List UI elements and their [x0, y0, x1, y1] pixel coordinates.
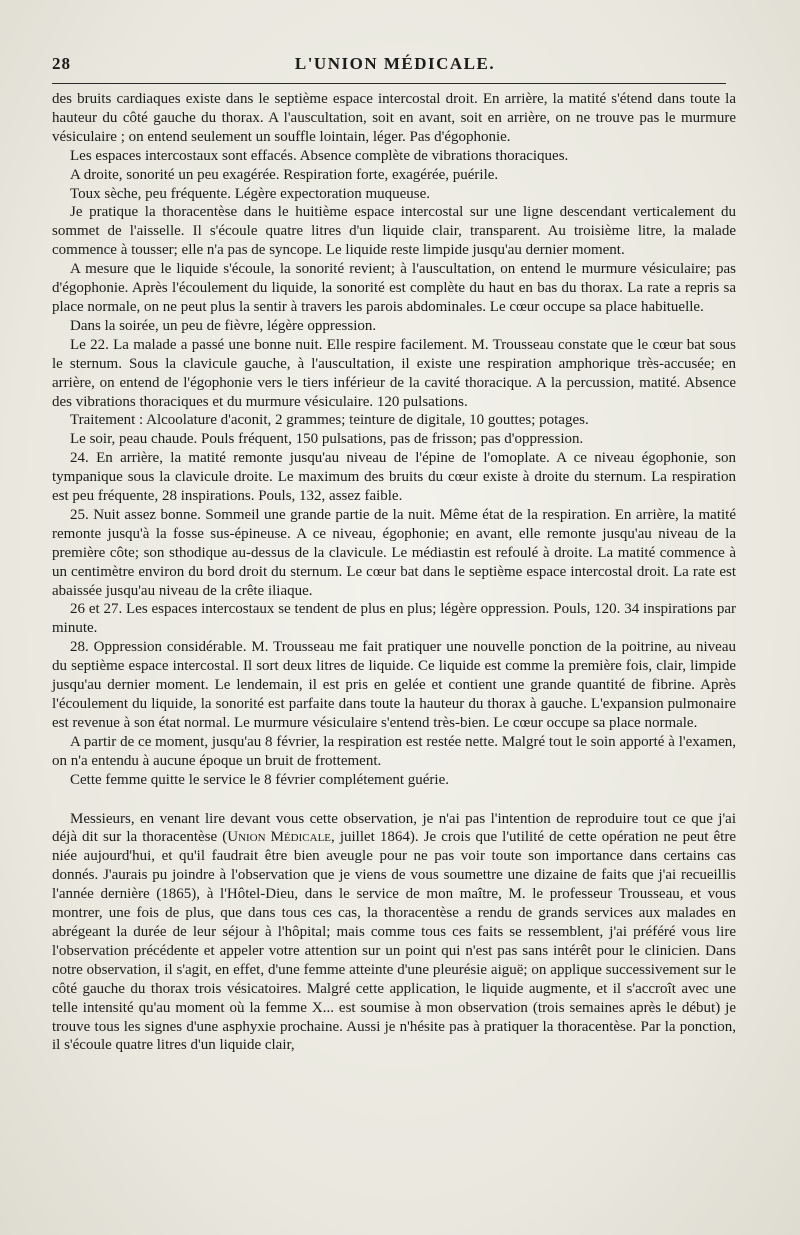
- paragraph-4: Toux sèche, peu fréquente. Légère expectoration muqueuse.: [70, 185, 431, 202]
- journal-reference: Union Médicale: [227, 829, 332, 846]
- paragraph-3: A droite, sonorité un peu exagérée. Respiration forte, exagérée, puérile.: [70, 166, 499, 183]
- paragraph-11: 24. En arrière, la matité remonte jusqu'au niveau de l'épine de l'omoplate. A ce niveau égophonie, son tympanique sous la clavicule droite. Le maximum des bruits du cœur existe à droite du sternum. La respiration est peu fréquente, 28 inspirations. Pouls, 132, assez faible.: [52, 450, 736, 505]
- paragraph-7: Dans la soirée, un peu de fièvre, légère oppression.: [70, 317, 377, 334]
- paragraph-8: Le 22. La malade a passé une bonne nuit. Elle respire facilement. M. Trousseau constate que le cœur bat sous le sternum. Sous la clavicule gauche, à l'auscultation, il existe une respiration amphorique très-accusée; en arrière, on entend de l'égophonie vers le tiers inférieur de la cavité thoracique. A la percussion, matité. Absence des vibrations thoraciques et du murmure vésiculaire. 120 pulsations.: [52, 336, 736, 410]
- article-body: [52, 90, 736, 1055]
- page-header: [52, 54, 738, 78]
- header-rule: [52, 83, 726, 84]
- page-number: 28: [52, 54, 71, 73]
- running-title: L'UNION MÉDICALE.: [294, 54, 496, 73]
- paragraph-6: A mesure que le liquide s'écoule, la sonorité revient; à l'auscultation, on entend le murmure vésiculaire; pas d'égophonie. Après l'écoulement du liquide, la sonorité est complète du haut en bas du thorax. La rate a repris sa place normale, on ne peut plus la sentir à travers les parois abdominales. Le cœur occupe sa place habituelle.: [52, 261, 736, 315]
- paragraph-13: 26 et 27. Les espaces intercostaux se tendent de plus en plus; légère oppression. Pouls, 120. 34 inspirations par minute.: [52, 601, 736, 637]
- discussion-text-end: , juillet 1864). Je crois que l'utilité de cette opération ne peut être niée aujourd'hui, et qu'il faudrait être bien aveugle pour ne pas voir toute son importance dans certains cas donnés. J'aurais pu joindre à l'observation que je viens de vous soumettre une dizaine de faits que j'ai recueillis l'année dernière (1865), à l'Hôtel-Dieu, dans le service de mon maître, M. le professeur Trousseau, et vous montrer, une fois de plus, que dans tous ces cas, la thoracentèse a rendu de grands services aux malades en abrégeant la durée de leur séjour à l'hôpital; mais comme tous ces faits se ressemblent, j'ai préféré vous lire l'observation précédente et appeler votre attention sur un point qui n'est pas sans intérêt pour le clinicien. Dans notre observation, il s'agit, en effet, d'une femme atteinte d'une pleurésie aiguë; on applique successivement sur le côté gauche du thorax trois vésicatoires. Malgré cette application, le liquide augmente, et il s'accroît avec une telle intensité qu'au moment où la femme X... est soumise à mon observation (trois semaines après le début) je trouve tous les signes d'une asphyxie prochaine. Aussi je n'hésite pas à pratiquer la thoracentèse. Par la ponction, il s'écoule quatre litres d'un liquide clair,: [52, 829, 736, 1054]
- paragraph-5: Je pratique la thoracentèse dans le huitième espace intercostal sur une ligne descendant verticalement du sommet de l'aisselle. Il s'écoule quatre litres d'un liquide clair, transparent. Au troisième litre, la malade commence à tousser; elle n'a pas de syncope. Le liquide reste limpide jusqu'au dernier moment.: [52, 204, 736, 259]
- paragraph-12: 25. Nuit assez bonne. Sommeil une grande partie de la nuit. Même état de la respiration. En arrière, la matité remonte jusqu'à la fosse sus-épineuse. A ce niveau, égophonie; en avant, elle remonte jusqu'au niveau de la première côte; son sthodique au-dessus de la clavicule. Le médiastin est refoulé à droite. La matité commence à un centimètre environ du bord droit du sternum. Le cœur bat dans le septième espace intercostal droit. La rate est abaissée jusqu'au niveau de la crête iliaque.: [52, 506, 736, 599]
- paragraph-16: Cette femme quitte le service le 8 février complétement guérie.: [70, 771, 449, 788]
- paragraph-15: A partir de ce moment, jusqu'au 8 février, la respiration est restée nette. Malgré tout le soin apporté à l'examen, on n'a entendu à aucune époque un bruit de frottement.: [52, 733, 736, 769]
- paragraph-14: 28. Oppression considérable. M. Trousseau me fait pratiquer une nouvelle ponction de la poitrine, au niveau du septième espace intercostal. Il sort deux litres de liquide. Ce liquide est comme la première fois, clair, limpide jusqu'au dernier moment. Le lendemain, il est pris en gelée et contient une grande quantité de fibrine. Après l'écoulement du liquide, la sonorité est parfaite dans toute la hauteur du thorax à gauche. L'expansion pulmonaire est revenue à son état normal. Le murmure vésiculaire s'entend très-bien. Le cœur occupe sa place normale.: [52, 639, 736, 731]
- paragraph-2: Les espaces intercostaux sont effacés. Absence complète de vibrations thoraciques.: [70, 147, 569, 164]
- paragraph-9: Traitement : Alcoolature d'aconit, 2 grammes; teinture de digitale, 10 gouttes; potages.: [70, 412, 589, 429]
- discussion-text-start: Messieurs, en venant lire devant vous cette observation, je n'ai pas l'intention de reproduire tout ce que j'ai déjà dit sur la thoracentèse (: [52, 810, 736, 846]
- discussion-paragraph: [52, 810, 736, 1056]
- paragraph-1: des bruits cardiaques existe dans le septième espace intercostal droit. En arrière, la matité s'étend dans toute la hauteur du côté gauche du thorax. A l'auscultation, soit en avant, soit en arrière, on ne trouve pas le murmure vésiculaire ; on entend seulement un souffle lointain, léger. Pas d'égophonie.: [52, 91, 736, 145]
- paragraph-10: Le soir, peau chaude. Pouls fréquent, 150 pulsations, pas de frisson; pas d'oppression.: [70, 431, 584, 448]
